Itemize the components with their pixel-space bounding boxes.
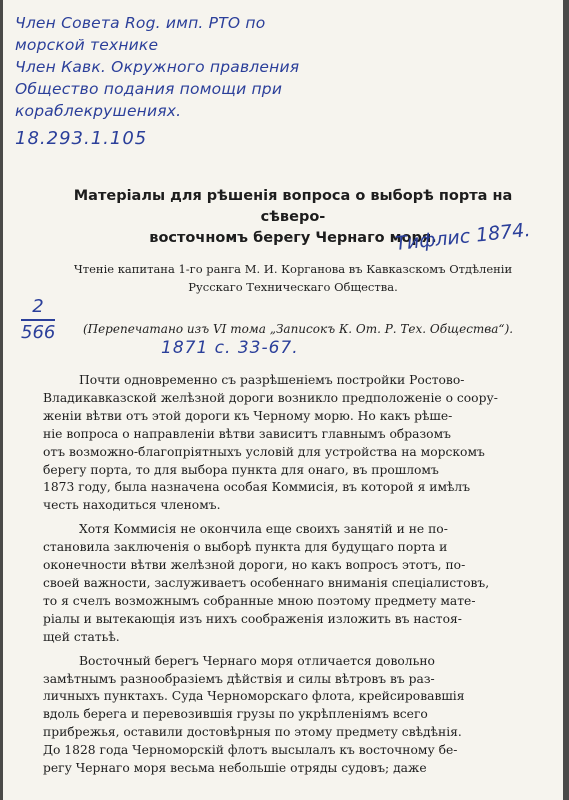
handwritten-line: Общество подания помощи при xyxy=(15,80,283,98)
paragraph xyxy=(43,521,531,646)
handwritten-place-date: Тифлис 1874. xyxy=(394,218,532,256)
handwritten-pages: 1871 с. 33-67. xyxy=(161,338,299,358)
text-line: ніе вопроса о направленіи вѣтви зависитъ главнымъ образомъ xyxy=(43,426,451,441)
text-line: До 1828 года Черноморскій флотъ высылалъ къ восточному бе- xyxy=(43,743,458,758)
text-line: личныхъ пунктахъ. Суда Черноморскаго флота, крейсировавшія xyxy=(43,689,465,704)
text-line: становила заключенія о выборѣ пункта для будущаго порта и xyxy=(43,540,448,555)
handwritten-line: Член Совета Rog. имп. РТО по xyxy=(15,14,266,32)
handwritten-line: морской технике xyxy=(15,36,159,54)
text-line: честь находиться членомъ. xyxy=(43,498,221,513)
shelfmark-top: 2 xyxy=(32,296,44,317)
text-line: вдоль берега и перевозившія грузы по укрѣпленіямъ всего xyxy=(43,707,428,722)
text-line: Владикавказской желѣзной дороги возникло предположеніе о соору- xyxy=(43,390,498,405)
text-line: щей статьѣ. xyxy=(43,629,120,644)
subtitle-line: Чтеніе капитана 1-го ранга М. И. Корганова въ Кавказскомъ Отдѣленіи xyxy=(73,262,513,276)
handwritten-line: Член Кавк. Окружного правления xyxy=(15,58,300,76)
text-line: женіи вѣтви отъ этой дороги къ Черному морю. Но какъ рѣше- xyxy=(43,408,453,423)
text-line: 1873 году, была назначена особая Коммисія, въ которой я имѣлъ xyxy=(43,480,471,495)
text-line: Восточный берегъ Чернаго моря отличается довольно xyxy=(79,653,435,668)
shelfmark-divider xyxy=(21,319,55,321)
text-line: своей важности, заслуживаетъ особеннаго вниманія спеціалистовъ, xyxy=(43,575,490,590)
handwritten-note xyxy=(15,12,455,150)
text-line: замѣтнымъ разнообразіемъ дѣйствія и силы вѣтровъ въ раз- xyxy=(43,671,435,686)
text-line: то я счелъ возможнымъ собранные мною поэтому предмету мате- xyxy=(43,593,476,608)
reprint-note: (Перепечатано изъ VI тома „Записокъ К. От. Р. Тех. Общества“). xyxy=(82,322,514,336)
text-line: оконечности вѣтви желѣзной дороги, но какъ вопросъ этотъ, по- xyxy=(43,558,466,573)
subtitle-line: Русскаго Техническаго Общества. xyxy=(188,280,398,294)
title-line: восточномъ берегу Чернаго моря. xyxy=(149,230,437,246)
paragraph xyxy=(43,653,531,778)
text-line: ріалы и вытекающія изъ нихъ соображенія изложить въ настоя- xyxy=(43,611,462,626)
document-body xyxy=(43,372,531,784)
handwritten-line: кораблекрушениях. xyxy=(15,102,182,120)
text-line: Хотя Коммисія не окончила еще своихъ занятій и не по- xyxy=(79,522,448,537)
text-line: регу Чернаго моря весьма небольшіе отряды судовъ; даже xyxy=(43,761,427,776)
handwritten-shelfmark xyxy=(21,296,55,344)
text-line: берегу порта, то для выбора пункта для онаго, въ прошломъ xyxy=(43,462,439,477)
text-line: отъ возможно-благопріятныхъ условій для устройства на морскомъ xyxy=(43,444,485,459)
title-line: Матеріалы для рѣшенія вопроса о выборѣ порта на сѣверо- xyxy=(73,188,513,225)
shelfmark-bottom: 566 xyxy=(21,322,56,343)
paragraph xyxy=(43,372,531,515)
text-line: прибрежья, оставили достовѣрныя по этому предмету свѣдѣнія. xyxy=(43,725,462,740)
document-page xyxy=(3,0,563,800)
document-subtitle xyxy=(63,260,523,296)
handwritten-reference: 18.293.1.105 xyxy=(15,128,148,149)
text-line: Почти одновременно съ разрѣшеніемъ постройки Ростово- xyxy=(79,373,465,387)
